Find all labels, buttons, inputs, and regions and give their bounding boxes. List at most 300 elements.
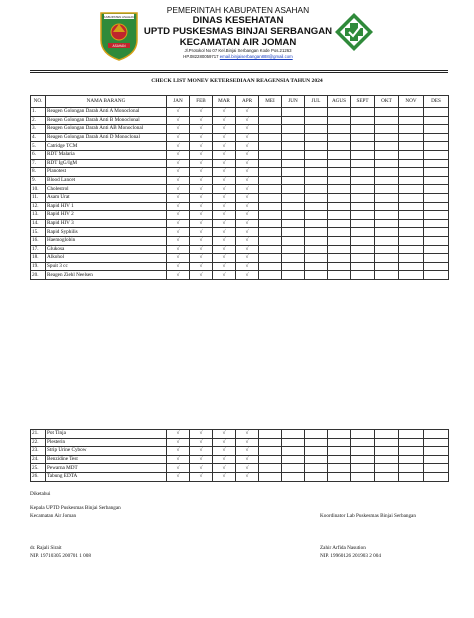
month-cell <box>351 430 375 439</box>
month-cell <box>351 185 375 194</box>
row-number: 20. <box>31 271 46 280</box>
month-cell <box>305 262 328 271</box>
month-cell <box>351 116 375 125</box>
left-signatory-name: dr. Rajali Sirait <box>30 545 62 551</box>
month-cell: √ <box>236 159 259 168</box>
month-cell <box>399 228 424 237</box>
month-cell <box>351 211 375 220</box>
month-cell <box>305 150 328 159</box>
row-number: 4. <box>31 133 46 142</box>
month-cell: √ <box>190 464 213 473</box>
row-number: 24. <box>31 455 46 464</box>
month-cell <box>351 125 375 134</box>
row-number: 14. <box>31 219 46 228</box>
header-divider-thin <box>30 72 448 73</box>
month-cell <box>259 254 282 263</box>
left-signatory-title-2: Kecamatan Air Joman <box>30 513 77 519</box>
month-cell: √ <box>236 438 259 447</box>
item-name: Plesterin <box>46 438 167 447</box>
month-cell <box>259 236 282 245</box>
month-cell <box>375 116 399 125</box>
month-cell: √ <box>236 472 259 481</box>
month-cell: √ <box>213 150 236 159</box>
month-cell <box>328 108 351 117</box>
month-cell: √ <box>213 228 236 237</box>
month-cell <box>305 245 328 254</box>
table-row <box>31 168 449 177</box>
table-row <box>31 108 449 117</box>
month-cell: √ <box>190 116 213 125</box>
month-cell <box>259 262 282 271</box>
header-phone: HP.082280059717 <box>183 54 219 59</box>
month-cell: √ <box>213 262 236 271</box>
item-name: Glukosa <box>46 245 167 254</box>
table-row <box>31 254 449 263</box>
row-number: 3. <box>31 125 46 134</box>
month-cell <box>424 219 449 228</box>
month-cell: √ <box>190 447 213 456</box>
month-cell: √ <box>236 185 259 194</box>
month-cell <box>351 438 375 447</box>
month-cell <box>375 228 399 237</box>
item-name: Haemoglobin <box>46 236 167 245</box>
month-cell: √ <box>190 438 213 447</box>
month-cell <box>328 116 351 125</box>
month-cell <box>328 472 351 481</box>
table-row <box>31 430 449 439</box>
month-cell <box>351 133 375 142</box>
month-cell <box>351 202 375 211</box>
month-cell <box>305 116 328 125</box>
month-cell: √ <box>213 430 236 439</box>
header-name: NAMA BARANG <box>46 96 167 108</box>
month-cell <box>305 228 328 237</box>
month-cell <box>328 202 351 211</box>
row-number: 5. <box>31 142 46 151</box>
checklist-table-2 <box>30 429 449 482</box>
logo-bottom-text: ASAHAN <box>112 44 126 48</box>
month-cell <box>259 125 282 134</box>
month-cell <box>375 236 399 245</box>
month-cell: √ <box>190 254 213 263</box>
month-cell <box>328 193 351 202</box>
month-cell <box>351 228 375 237</box>
month-cell: √ <box>213 176 236 185</box>
month-cell <box>282 262 305 271</box>
month-cell <box>328 150 351 159</box>
month-cell <box>305 185 328 194</box>
month-cell <box>375 133 399 142</box>
month-cell: √ <box>213 193 236 202</box>
month-cell: √ <box>190 219 213 228</box>
header-month: MAR <box>213 96 236 108</box>
table-row <box>31 116 449 125</box>
month-cell <box>259 202 282 211</box>
row-number: 22. <box>31 438 46 447</box>
month-cell: √ <box>236 464 259 473</box>
month-cell: √ <box>167 455 190 464</box>
row-number: 23. <box>31 447 46 456</box>
month-cell <box>351 236 375 245</box>
month-cell: √ <box>167 185 190 194</box>
row-number: 21. <box>31 430 46 439</box>
header-month: FEB <box>190 96 213 108</box>
month-cell: √ <box>167 125 190 134</box>
month-cell <box>375 108 399 117</box>
month-cell <box>259 228 282 237</box>
item-name: Asam Urat <box>46 193 167 202</box>
month-cell <box>305 202 328 211</box>
item-name: Strip Urine Cybow <box>46 447 167 456</box>
month-cell: √ <box>236 211 259 220</box>
month-cell <box>305 438 328 447</box>
month-cell <box>424 193 449 202</box>
month-cell: √ <box>213 116 236 125</box>
month-cell <box>351 168 375 177</box>
month-cell <box>259 455 282 464</box>
month-cell <box>282 142 305 151</box>
logo-top-text: KABUPATEN ASAHAN <box>103 15 135 19</box>
month-cell <box>424 271 449 280</box>
month-cell <box>375 176 399 185</box>
month-cell: √ <box>190 193 213 202</box>
month-cell <box>424 228 449 237</box>
month-cell: √ <box>167 150 190 159</box>
month-cell: √ <box>236 150 259 159</box>
month-cell: √ <box>190 430 213 439</box>
month-cell <box>424 211 449 220</box>
header-divider-thick <box>30 70 448 71</box>
month-cell <box>399 447 424 456</box>
item-name: Reagen Golongan Darah Anti AB Monoclonal <box>46 125 167 134</box>
month-cell: √ <box>236 193 259 202</box>
right-signatory-nip: NIP. 19960126 201903 2 004 <box>320 553 381 559</box>
month-cell <box>351 176 375 185</box>
month-cell <box>259 133 282 142</box>
item-name: Reagen Ziehl Neelsen <box>46 271 167 280</box>
month-cell: √ <box>167 159 190 168</box>
row-number: 12. <box>31 202 46 211</box>
month-cell <box>259 472 282 481</box>
month-cell <box>424 202 449 211</box>
month-cell <box>351 464 375 473</box>
item-name: Tabung EDTA <box>46 472 167 481</box>
month-cell <box>399 219 424 228</box>
month-cell: √ <box>167 168 190 177</box>
month-cell <box>351 142 375 151</box>
month-cell <box>282 168 305 177</box>
month-cell <box>399 262 424 271</box>
table-row <box>31 176 449 185</box>
row-number: 6. <box>31 150 46 159</box>
month-cell <box>282 447 305 456</box>
month-cell <box>259 271 282 280</box>
row-number: 11. <box>31 193 46 202</box>
month-cell <box>375 464 399 473</box>
month-cell: √ <box>190 150 213 159</box>
month-cell <box>399 438 424 447</box>
header-month: MEI <box>259 96 282 108</box>
item-name: Benzidine Test <box>46 455 167 464</box>
month-cell <box>305 447 328 456</box>
table-row <box>31 438 449 447</box>
known-by-label: Diketahui <box>30 491 51 497</box>
month-cell: √ <box>236 245 259 254</box>
header-line-2: DINAS KESEHATAN <box>192 15 284 26</box>
month-cell <box>282 116 305 125</box>
month-cell <box>328 430 351 439</box>
puskesmas-logo <box>334 12 374 52</box>
item-name: Catridge TCM <box>46 142 167 151</box>
month-cell: √ <box>236 133 259 142</box>
month-cell <box>424 150 449 159</box>
month-cell: √ <box>190 108 213 117</box>
left-signatory-title-1: Kepala UPTD Puskesmas Binjai Serbangan <box>30 505 121 511</box>
table-row <box>31 245 449 254</box>
month-cell: √ <box>236 176 259 185</box>
month-cell: √ <box>167 271 190 280</box>
month-cell: √ <box>190 176 213 185</box>
month-cell <box>375 202 399 211</box>
month-cell: √ <box>167 176 190 185</box>
month-cell: √ <box>236 116 259 125</box>
month-cell <box>259 245 282 254</box>
table-header-row <box>31 96 449 108</box>
month-cell: √ <box>236 254 259 263</box>
month-cell <box>351 193 375 202</box>
month-cell <box>424 236 449 245</box>
month-cell: √ <box>190 245 213 254</box>
month-cell <box>282 176 305 185</box>
month-cell <box>375 168 399 177</box>
item-name: Rapid HIV 2 <box>46 211 167 220</box>
item-name: Reagen Golongan Darah Anti D Monoclonal <box>46 133 167 142</box>
month-cell: √ <box>213 108 236 117</box>
month-cell: √ <box>236 228 259 237</box>
row-number: 18. <box>31 254 46 263</box>
document-title: CHECK LIST MONEV KETERSEDIAAN REAGENSIA TAHUN 2024 <box>151 78 323 84</box>
month-cell <box>351 150 375 159</box>
table-row <box>31 133 449 142</box>
header-contact <box>140 54 336 60</box>
month-cell <box>282 228 305 237</box>
month-cell <box>328 168 351 177</box>
month-cell <box>259 438 282 447</box>
month-cell: √ <box>236 125 259 134</box>
header-month: OKT <box>375 96 399 108</box>
table-row <box>31 236 449 245</box>
month-cell: √ <box>167 254 190 263</box>
month-cell: √ <box>236 219 259 228</box>
month-cell: √ <box>213 245 236 254</box>
month-cell <box>424 254 449 263</box>
month-cell: √ <box>167 193 190 202</box>
month-cell <box>305 108 328 117</box>
month-cell <box>399 125 424 134</box>
month-cell: √ <box>190 211 213 220</box>
month-cell <box>424 472 449 481</box>
month-cell <box>375 447 399 456</box>
month-cell <box>375 159 399 168</box>
table-row <box>31 447 449 456</box>
month-cell <box>375 185 399 194</box>
header-month: SEPT <box>351 96 375 108</box>
month-cell <box>305 133 328 142</box>
month-cell <box>399 108 424 117</box>
header-no: NO. <box>31 96 46 108</box>
month-cell: √ <box>167 430 190 439</box>
month-cell <box>351 447 375 456</box>
month-cell <box>351 159 375 168</box>
month-cell: √ <box>167 211 190 220</box>
month-cell <box>328 211 351 220</box>
month-cell <box>328 236 351 245</box>
month-cell: √ <box>213 159 236 168</box>
header-month: JUL <box>305 96 328 108</box>
month-cell <box>424 430 449 439</box>
month-cell <box>282 202 305 211</box>
month-cell: √ <box>213 447 236 456</box>
month-cell <box>328 159 351 168</box>
row-number: 13. <box>31 211 46 220</box>
month-cell <box>328 271 351 280</box>
table-row <box>31 150 449 159</box>
month-cell <box>399 159 424 168</box>
table-row <box>31 228 449 237</box>
month-cell: √ <box>213 202 236 211</box>
month-cell <box>351 254 375 263</box>
month-cell <box>424 245 449 254</box>
month-cell <box>305 464 328 473</box>
month-cell <box>259 176 282 185</box>
month-cell <box>351 472 375 481</box>
month-cell <box>282 108 305 117</box>
table-row <box>31 193 449 202</box>
month-cell <box>375 125 399 134</box>
month-cell: √ <box>213 125 236 134</box>
row-number: 2. <box>31 116 46 125</box>
month-cell <box>282 193 305 202</box>
month-cell <box>375 219 399 228</box>
header-address: Jl.Protokol No 07 Kel.Binjai Serbangan Kode Pos.21263 <box>184 48 292 53</box>
month-cell <box>375 262 399 271</box>
row-number: 26. <box>31 472 46 481</box>
table-row <box>31 271 449 280</box>
table-row <box>31 262 449 271</box>
month-cell: √ <box>213 464 236 473</box>
month-cell <box>259 159 282 168</box>
month-cell <box>282 430 305 439</box>
month-cell <box>375 430 399 439</box>
month-cell: √ <box>213 438 236 447</box>
month-cell <box>375 455 399 464</box>
month-cell: √ <box>236 168 259 177</box>
month-cell <box>375 438 399 447</box>
item-name: RDT Malaria <box>46 150 167 159</box>
header-email-link[interactable]: email.binjaiserbangan888@gmail.com <box>219 54 293 59</box>
month-cell: √ <box>236 430 259 439</box>
month-cell <box>399 455 424 464</box>
month-cell <box>328 254 351 263</box>
month-cell: √ <box>167 472 190 481</box>
month-cell <box>375 211 399 220</box>
month-cell <box>305 254 328 263</box>
month-cell <box>259 193 282 202</box>
month-cell <box>282 438 305 447</box>
month-cell <box>305 142 328 151</box>
month-cell: √ <box>213 211 236 220</box>
month-cell <box>375 472 399 481</box>
month-cell: √ <box>213 236 236 245</box>
month-cell <box>328 133 351 142</box>
month-cell <box>305 176 328 185</box>
month-cell <box>399 168 424 177</box>
month-cell <box>351 455 375 464</box>
header-line-3: UPTD PUSKESMAS BINJAI SERBANGAN <box>143 26 333 37</box>
month-cell: √ <box>213 472 236 481</box>
month-cell <box>424 464 449 473</box>
month-cell: √ <box>167 116 190 125</box>
month-cell <box>375 193 399 202</box>
month-cell <box>399 245 424 254</box>
right-signatory-name: Zahir Arfida Nasution <box>320 545 366 551</box>
month-cell <box>305 455 328 464</box>
letterhead <box>140 5 336 60</box>
month-cell <box>375 150 399 159</box>
month-cell <box>424 159 449 168</box>
month-cell: √ <box>236 455 259 464</box>
month-cell <box>328 185 351 194</box>
month-cell <box>328 438 351 447</box>
header-month: AGUS <box>328 96 351 108</box>
month-cell: √ <box>236 236 259 245</box>
month-cell <box>259 168 282 177</box>
month-cell <box>399 193 424 202</box>
month-cell: √ <box>167 133 190 142</box>
month-cell <box>375 142 399 151</box>
month-cell <box>328 262 351 271</box>
month-cell <box>305 219 328 228</box>
left-signatory-nip: NIP. 19710305 200701 1 008 <box>30 553 91 559</box>
table-row <box>31 219 449 228</box>
table-row <box>31 125 449 134</box>
month-cell <box>259 447 282 456</box>
table-row <box>31 472 449 481</box>
month-cell: √ <box>167 219 190 228</box>
month-cell: √ <box>167 108 190 117</box>
table-row <box>31 159 449 168</box>
row-number: 19. <box>31 262 46 271</box>
month-cell <box>282 455 305 464</box>
month-cell <box>259 185 282 194</box>
month-cell <box>282 185 305 194</box>
month-cell <box>282 236 305 245</box>
month-cell <box>351 245 375 254</box>
header-month: DES <box>424 96 449 108</box>
month-cell <box>424 438 449 447</box>
month-cell <box>328 142 351 151</box>
table-row <box>31 202 449 211</box>
right-signatory-title: Koordinator Lab Puskesmas Binjai Serbangan <box>320 513 416 519</box>
month-cell <box>259 211 282 220</box>
month-cell <box>282 219 305 228</box>
item-name: Rapid HIV 1 <box>46 202 167 211</box>
item-name: Pewarna MDT <box>46 464 167 473</box>
checklist-table-1 <box>30 95 449 280</box>
month-cell <box>328 176 351 185</box>
item-name: Rapid HIV 3 <box>46 219 167 228</box>
month-cell: √ <box>190 168 213 177</box>
